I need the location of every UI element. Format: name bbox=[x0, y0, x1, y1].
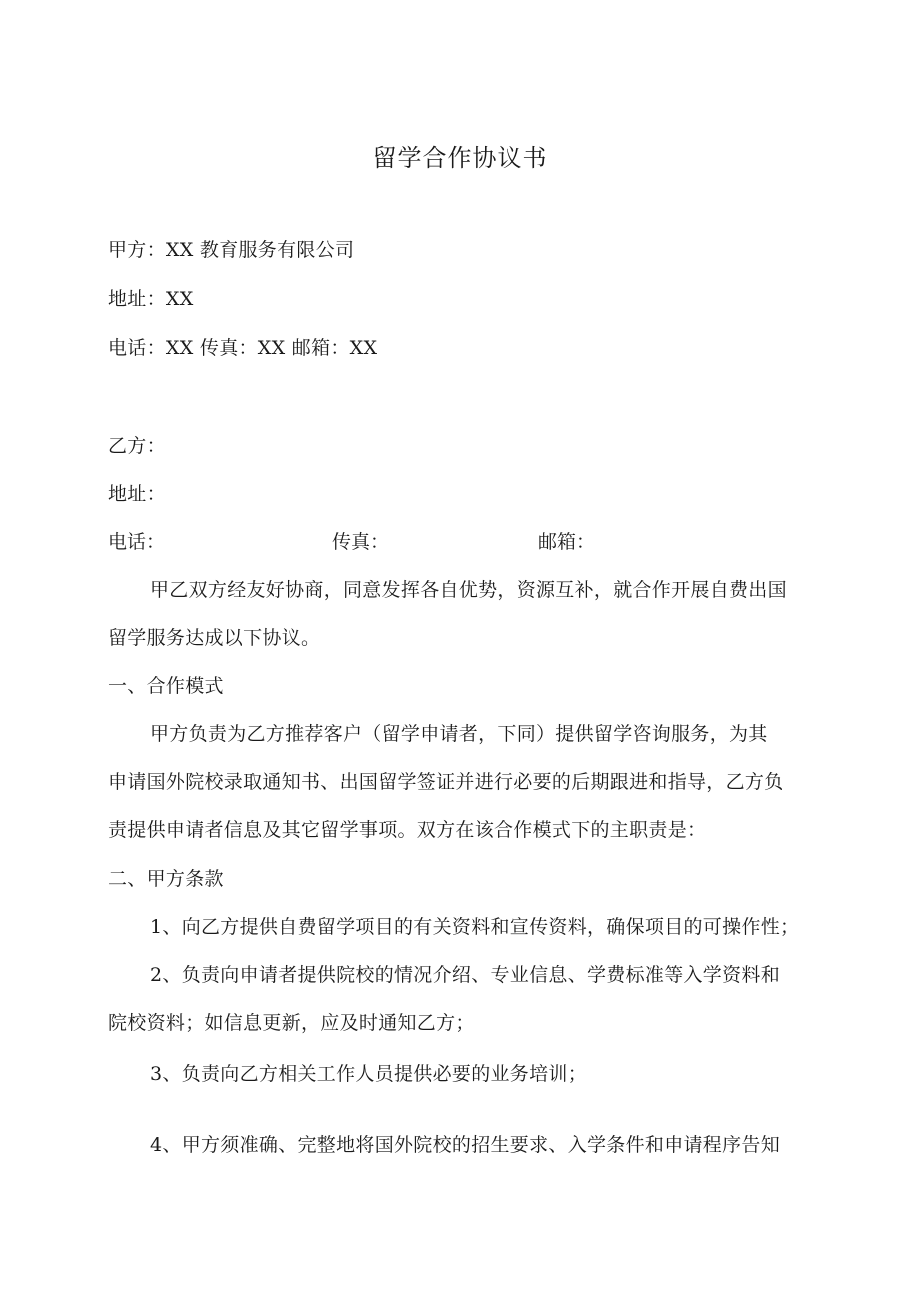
party-b-phone-label: 电话： bbox=[108, 531, 166, 553]
section-1-line-1: 甲方负责为乙方推荐客户（留学申请者，下同）提供留学咨询服务，为其 bbox=[150, 723, 768, 745]
clause-item-2-line-1: 2、负责向申请者提供院校的情况介绍、专业信息、学费标准等入学资料和 bbox=[150, 964, 780, 986]
section-2-heading: 二、甲方条款 bbox=[108, 868, 224, 890]
clause-item-2-line-2: 院校资料；如信息更新，应及时通知乙方； bbox=[108, 1012, 475, 1034]
clause-item-3: 3、负责向乙方相关工作人员提供必要的业务培训； bbox=[150, 1063, 587, 1085]
section-1-line-2: 申请国外院校录取通知书、出国留学签证并进行必要的后期跟进和指导，乙方负 bbox=[108, 771, 784, 793]
party-b-email-label: 邮箱： bbox=[538, 531, 596, 553]
section-1-heading: 一、合作模式 bbox=[108, 675, 224, 697]
party-a-contact: 电话：XX 传真：XX 邮箱：XX bbox=[108, 337, 378, 359]
section-1-line-3: 责提供申请者信息及其它留学事项。双方在该合作模式下的主职责是： bbox=[108, 819, 707, 841]
intro-line-2: 留学服务达成以下协议。 bbox=[108, 627, 321, 649]
party-b-fax-label: 传真： bbox=[332, 531, 390, 553]
intro-line-1: 甲乙双方经友好协商，同意发挥各自优势，资源互补，就合作开展自费出国 bbox=[150, 579, 787, 601]
document-title: 留学合作协议书 bbox=[372, 144, 548, 172]
party-a-name: 甲方：XX 教育服务有限公司 bbox=[108, 239, 355, 261]
party-a-address: 地址：XX bbox=[108, 288, 194, 310]
clause-item-4: 4、甲方须准确、完整地将国外院校的招生要求、入学条件和申请程序告知 bbox=[150, 1134, 780, 1156]
party-b-address: 地址： bbox=[108, 483, 166, 505]
party-b-name: 乙方： bbox=[108, 435, 166, 457]
clause-item-1: 1、向乙方提供自费留学项目的有关资料和宣传资料，确保项目的可操作性； bbox=[150, 916, 800, 938]
